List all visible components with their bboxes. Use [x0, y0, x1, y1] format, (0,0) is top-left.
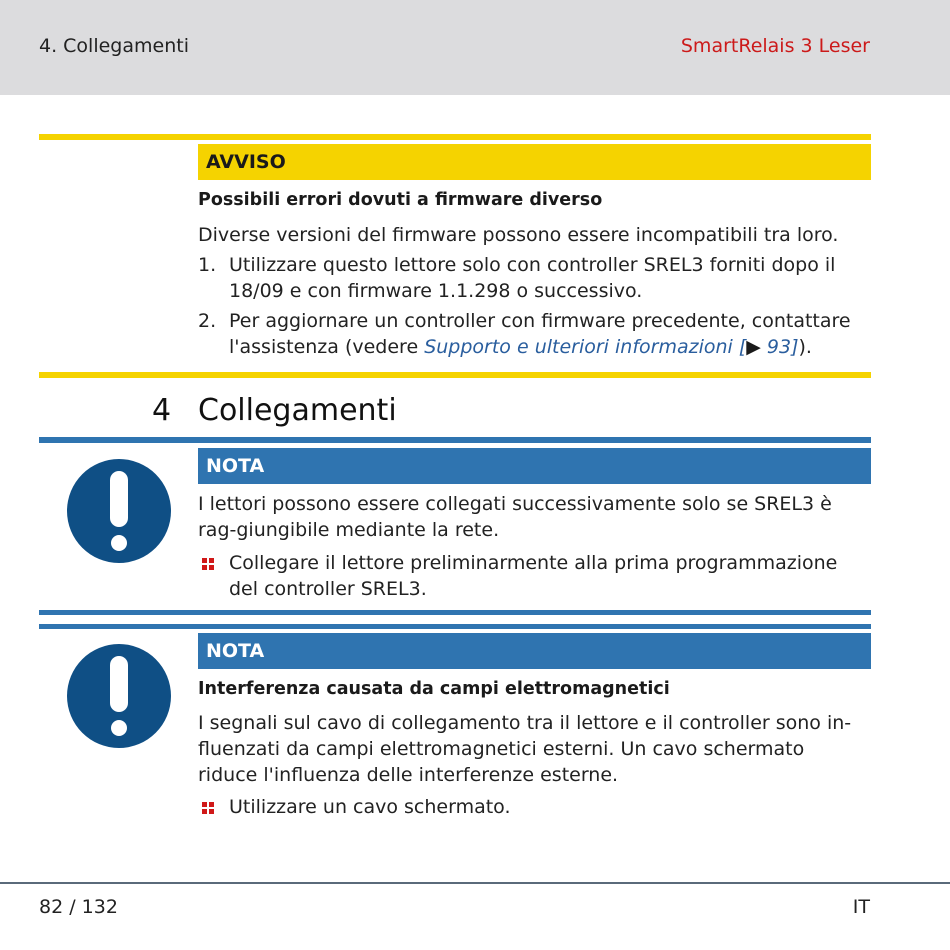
note2-top-rule — [39, 624, 871, 629]
note1-text: I lettori possono essere collegati successivamente solo se SREL3 è rag-giungibile mediante la rete. — [198, 493, 832, 541]
bullet-square-icon — [202, 802, 214, 814]
language-code: IT — [852, 896, 870, 918]
note1-bottom-rule — [39, 610, 871, 615]
section-number: 4 — [152, 393, 172, 428]
step-number: 2. — [198, 310, 217, 332]
bullet-square-icon — [202, 558, 214, 570]
link-label: Supporto e ulteriori informazioni [ — [424, 336, 747, 358]
footer-rule — [0, 882, 950, 884]
exclamation-icon — [63, 640, 175, 752]
step-text-before: Per aggiornare un controller con firmware precedente, contattare l'assistenza (vedere — [229, 310, 851, 358]
page-number: 82 / 132 — [39, 896, 118, 918]
chapter-title: 4. Collegamenti — [39, 35, 189, 57]
arrow-right-icon: ▶ — [746, 336, 761, 358]
note1-label: NOTA — [198, 448, 871, 484]
warning-bottom-rule — [39, 372, 871, 378]
warning-label: AVVISO — [198, 144, 871, 180]
note2-label: NOTA — [198, 633, 871, 669]
step-number: 1. — [198, 254, 217, 276]
warning-intro: Diverse versioni del firmware possono essere incompatibili tra loro. — [198, 224, 839, 246]
note1-top-rule — [39, 437, 871, 443]
warning-top-rule — [39, 134, 871, 140]
link-page: 93] — [760, 336, 799, 358]
section-title: Collegamenti — [198, 393, 397, 428]
exclamation-icon — [63, 455, 175, 567]
step-text: Utilizzare questo lettore solo con controller SREL3 forniti dopo il 18/09 e con firmware 1.1.298 o successivo. — [229, 254, 836, 302]
page-header — [0, 0, 950, 95]
support-link[interactable] — [424, 336, 798, 358]
step-text-after: ). — [798, 336, 812, 358]
bullet-text: Collegare il lettore preliminarmente alla prima programmazione del controller SREL3. — [229, 552, 838, 600]
step-text — [229, 308, 866, 360]
note2-title: Interferenza causata da campi elettromagnetici — [198, 679, 670, 699]
warning-title: Possibili errori dovuti a firmware diverso — [198, 190, 603, 210]
product-name: SmartRelais 3 Leser — [680, 35, 870, 57]
bullet-text: Utilizzare un cavo schermato. — [229, 796, 511, 818]
note2-text: I segnali sul cavo di collegamento tra il lettore e il controller sono in-fluenzati da campi elettromagnetici esterni. Un cavo schermato riduce l'influenza delle interferenze esterne. — [198, 712, 852, 786]
